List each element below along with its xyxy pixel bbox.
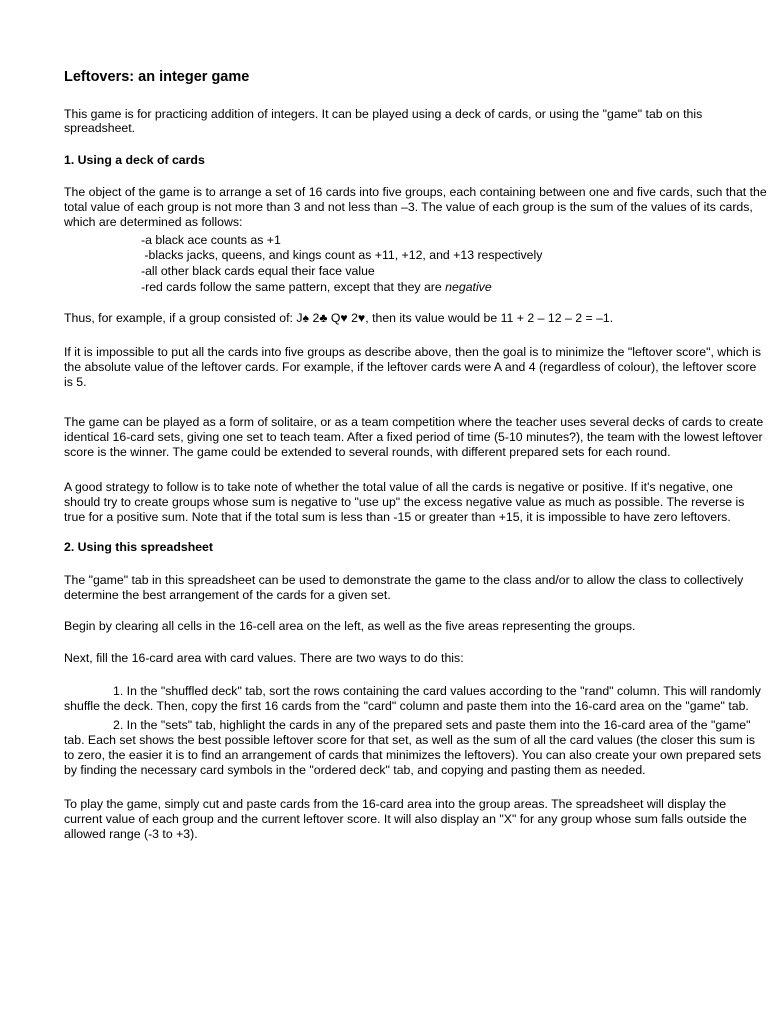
rule-item: -all other black cards equal their face value xyxy=(141,264,375,278)
paragraph-line: The "game" tab in this spreadsheet can be used to demonstrate the game to the class and/or to allow the class to collectively xyxy=(64,573,744,587)
step-line: to zero, the easier it is to find an arrangement of cards that minimizes the leftovers). You can also create your own prepared sets xyxy=(64,748,762,762)
paragraph-line: the absolute value of the leftover cards. For example, if the leftover cards were A and 4 (regardless of colour), the leftover score xyxy=(64,360,757,374)
section-heading-deck: 1. Using a deck of cards xyxy=(64,153,205,167)
rule-red-prefix: -red cards follow the same pattern, except that they are xyxy=(141,280,446,294)
step-line: 2. In the "sets" tab, highlight the cards in any of the prepared sets and paste them into the 16-card area of the "game" xyxy=(113,718,751,732)
paragraph-line: current value of each group and the current leftover score. It will also display an "X" for any group whose sum falls outside the xyxy=(64,812,747,826)
paragraph-line: If it is impossible to put all the cards into five groups as describe above, then the goal is to minimize the "leftover score", which is xyxy=(64,345,762,359)
paragraph-line: total value of each group is not more than 3 and not less than –3. The value of each group is the sum of the values of its cards, xyxy=(64,200,753,214)
example-line: Thus, for example, if a group consisted of: J♠ 2♣ Q♥ 2♥, then its value would be 11 + 2 – 12 – 2 = –1. xyxy=(64,311,614,325)
paragraph-line: The object of the game is to arrange a set of 16 cards into five groups, each containing between one and five cards, such that the xyxy=(64,185,767,199)
intro-line: spreadsheet. xyxy=(64,121,136,135)
paragraph-line: score is the winner. The game could be extended to several rounds, with different prepared sets for each round. xyxy=(64,445,671,459)
section-heading-spreadsheet: 2. Using this spreadsheet xyxy=(64,540,213,554)
page-title: Leftovers: an integer game xyxy=(64,69,250,85)
rule-item: -a black ace counts as +1 xyxy=(141,233,281,247)
step-line: by finding the necessary card symbols in the "ordered deck" tab, and copying and pasting them as needed. xyxy=(64,763,646,777)
step-line: tab. Each set shows the best possible leftover score for that set, as well as the sum of all the card values (the closer this sum is xyxy=(64,733,755,747)
intro-line: This game is for practicing addition of integers. It can be played using a deck of cards, or using the "game" tab on this xyxy=(64,107,703,121)
rule-item: -blacks jacks, queens, and kings count as +11, +12, and +13 respectively xyxy=(141,248,543,262)
paragraph-line: allowed range (-3 to +3). xyxy=(64,827,198,841)
paragraph-line: identical 16-card sets, giving one set to teach team. After a fixed period of time (5-10 minutes?), the team with the lowest leftover xyxy=(64,430,763,444)
paragraph-line: should try to create groups whose sum is negative to "use up" the excess negative value as much as possible. The reverse is xyxy=(64,495,745,509)
rule-item-red xyxy=(141,280,492,295)
paragraph-line: is 5. xyxy=(64,375,87,389)
step-line: shuffle the deck. Then, copy the first 16 cards from the "card" column and paste them into the 16-card area on the "game" tab. xyxy=(64,699,749,713)
paragraph-line: determine the best arrangement of the cards for a given set. xyxy=(64,588,391,602)
paragraph-line: true for a positive sum. Note that if the total sum is less than -15 or greater than +15, it is impossible to have zero leftovers. xyxy=(64,510,731,524)
rule-red-emphasis: negative xyxy=(445,280,492,294)
step-line: 1. In the "shuffled deck" tab, sort the rows containing the card values according to the "rand" column. This will randomly xyxy=(113,684,761,698)
paragraph-line: which are determined as follows: xyxy=(64,215,243,229)
paragraph-line: Begin by clearing all cells in the 16-cell area on the left, as well as the five areas representing the groups. xyxy=(64,619,636,633)
paragraph-line: To play the game, simply cut and paste cards from the 16-card area into the group areas. The spreadsheet will display the xyxy=(64,797,727,811)
paragraph-line: The game can be played as a form of solitaire, or as a team competition where the teacher uses several decks of cards to create xyxy=(64,415,764,429)
paragraph-line: Next, fill the 16-card area with card values. There are two ways to do this: xyxy=(64,651,464,665)
paragraph-line: A good strategy to follow is to take note of whether the total value of all the cards is negative or positive. If it's negative, one xyxy=(64,480,733,494)
